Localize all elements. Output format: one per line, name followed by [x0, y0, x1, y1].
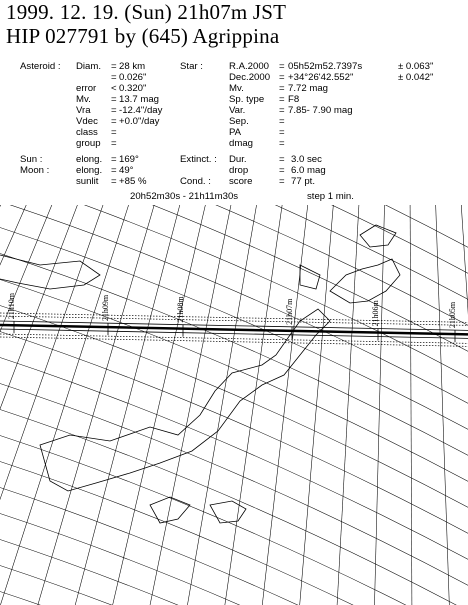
- drop-sep: =: [279, 165, 285, 176]
- parallel-line: [0, 247, 468, 467]
- star-dmag-key: dmag: [229, 138, 253, 149]
- star-var-value: 7.85- 7.90 mag: [288, 105, 353, 116]
- parallel-line: [0, 585, 468, 605]
- parallel-line: [0, 205, 468, 285]
- asteroid-group-sep: =: [111, 138, 117, 149]
- asteroid-diam-sep: =: [111, 61, 117, 72]
- meridian-line: [108, 205, 210, 605]
- meridian-line: [0, 205, 35, 605]
- star-sptype-sep: =: [279, 94, 285, 105]
- parallel-line: [0, 205, 468, 311]
- asteroid-error-sep: <: [111, 83, 117, 94]
- star-dec-value: +34°26'42.552": [288, 72, 354, 83]
- parallel-line: [0, 205, 468, 259]
- occultation-path-map: [0, 205, 468, 605]
- asteroid-angdiam-sep: =: [111, 72, 117, 83]
- meridian-line: [146, 205, 235, 605]
- parallel-line: [0, 273, 468, 493]
- star-sep-sep: =: [279, 116, 285, 127]
- sun-elong-value: 169°: [119, 154, 139, 165]
- star-sep-key: Sep.: [229, 116, 249, 127]
- coastline: [150, 497, 190, 523]
- asteroid-vdec-sep: =: [111, 116, 117, 127]
- drop-key: drop: [229, 165, 249, 176]
- event-date-title: 1999. 12. 19. (Sun) 21h07m JST: [6, 0, 287, 24]
- extinct-dur-sep: =: [279, 154, 285, 165]
- meridian-line: [460, 205, 468, 605]
- extinct-dur-value: 3.0 sec: [291, 154, 322, 165]
- parallel-line: [0, 429, 468, 605]
- coastline: [0, 255, 100, 289]
- meridian-line: [260, 205, 310, 605]
- extinct-dur-key: Dur.: [229, 154, 247, 165]
- star-dec-sep: =: [279, 72, 285, 83]
- star-dec-key: Dec.2000: [229, 72, 271, 83]
- cond-label: Cond. :: [180, 176, 211, 187]
- asteroid-angdiam-value: 0.026": [119, 72, 147, 83]
- coastline: [210, 501, 246, 523]
- asteroid-label: Asteroid :: [20, 61, 61, 72]
- sun-label: Sun :: [20, 154, 43, 165]
- asteroid-vdec-value: +0.0"/day: [119, 116, 160, 127]
- star-ra-sep: =: [279, 61, 285, 72]
- asteroid-error-key: error: [76, 83, 97, 94]
- meridian-line: [70, 205, 185, 605]
- star-var-sep: =: [279, 105, 285, 116]
- parallel-line: [0, 221, 468, 441]
- parallel-line: [0, 533, 468, 605]
- asteroid-vdec-key: Vdec: [76, 116, 98, 127]
- time-step: step 1 min.: [307, 191, 354, 202]
- moon-sunlit-key: sunlit: [76, 176, 99, 187]
- parallel-line: [0, 377, 468, 597]
- meridian-line: [336, 205, 360, 605]
- moon-elong-value: 49°: [119, 165, 134, 176]
- asteroid-class-sep: =: [111, 127, 117, 138]
- moon-elong-key: elong.: [76, 165, 103, 176]
- star-ra-key: R.A.2000: [229, 61, 270, 72]
- asteroid-diam-key: Diam.: [76, 61, 102, 72]
- star-mv-key: Mv.: [229, 83, 244, 94]
- asteroid-vra-value: -12.4"/day: [119, 105, 163, 116]
- asteroid-class-key: class: [76, 127, 98, 138]
- star-ra-error: ± 0.063": [398, 61, 434, 72]
- parallel-line: [0, 351, 468, 571]
- star-mv-value: 7.72 mag: [288, 83, 329, 94]
- meridian-line: [435, 205, 450, 605]
- star-pa-sep: =: [279, 127, 285, 138]
- star-sptype-value: F8: [288, 94, 300, 105]
- star-pa-key: PA: [229, 127, 242, 138]
- moon-elong-sep: =: [111, 165, 117, 176]
- time-label: 21h07m: [285, 298, 294, 325]
- meridian-line: [0, 205, 60, 605]
- parallel-line: [0, 205, 468, 389]
- parallel-line: [0, 205, 468, 363]
- star-asteroid-title: HIP 027791 by (645) Agrippina: [6, 24, 280, 48]
- parallel-line: [0, 559, 468, 605]
- moon-label: Moon :: [20, 165, 50, 176]
- parallel-line: [0, 455, 468, 605]
- star-dmag-sep: =: [279, 138, 285, 149]
- map-graticule: [0, 205, 468, 605]
- asteroid-vra-sep: =: [111, 105, 117, 116]
- coastline: [360, 225, 396, 247]
- time-labels: [7, 292, 457, 342]
- meridian-line: [0, 205, 135, 605]
- star-var-key: Var.: [229, 105, 246, 116]
- score-value: 77 pt.: [291, 176, 316, 187]
- time-label: 21h08m: [176, 296, 185, 323]
- time-label: 21h05m: [448, 301, 457, 329]
- score-key: score: [229, 176, 253, 187]
- meridian-line: [410, 205, 412, 605]
- sun-elong-key: elong.: [76, 154, 103, 165]
- parallel-line: [0, 403, 468, 605]
- asteroid-mv-key: Mv.: [76, 94, 91, 105]
- asteroid-error-value: 0.320": [119, 83, 147, 94]
- time-label: 21h06m: [371, 300, 380, 327]
- coastlines: [0, 225, 400, 523]
- star-label: Star :: [180, 61, 203, 72]
- extinct-label: Extinct. :: [180, 154, 217, 165]
- asteroid-diam-value: 28 km: [119, 61, 146, 72]
- star-sptype-key: Sp. type: [229, 94, 265, 105]
- meridian-line: [298, 205, 335, 605]
- meridian-line: [184, 205, 260, 605]
- time-label: 21h10m: [7, 293, 16, 320]
- moon-sunlit-value: +85 %: [119, 176, 147, 187]
- moon-sunlit-sep: =: [111, 176, 117, 187]
- asteroid-vra-key: Vra: [76, 105, 91, 116]
- coastline: [330, 259, 400, 303]
- coastline: [300, 265, 320, 289]
- parallel-line: [0, 205, 468, 415]
- sun-elong-sep: =: [111, 154, 117, 165]
- star-ra-value: 05h52m52.7397s: [288, 61, 363, 72]
- score-sep: =: [279, 176, 285, 187]
- asteroid-mv-sep: =: [111, 94, 117, 105]
- meridian-line: [374, 205, 385, 605]
- asteroid-mv-value: 13.7 mag: [119, 94, 160, 105]
- asteroid-group-key: group: [76, 138, 101, 149]
- time-window: 20h52m30s - 21h11m30s: [130, 191, 239, 202]
- star-dec-error: ± 0.042": [398, 72, 434, 83]
- time-label: 21h09m: [101, 294, 110, 322]
- meridian-line: [32, 205, 160, 605]
- meridian-line: [222, 205, 285, 605]
- drop-value: 6.0 mag: [291, 165, 326, 176]
- star-mv-sep: =: [279, 83, 285, 94]
